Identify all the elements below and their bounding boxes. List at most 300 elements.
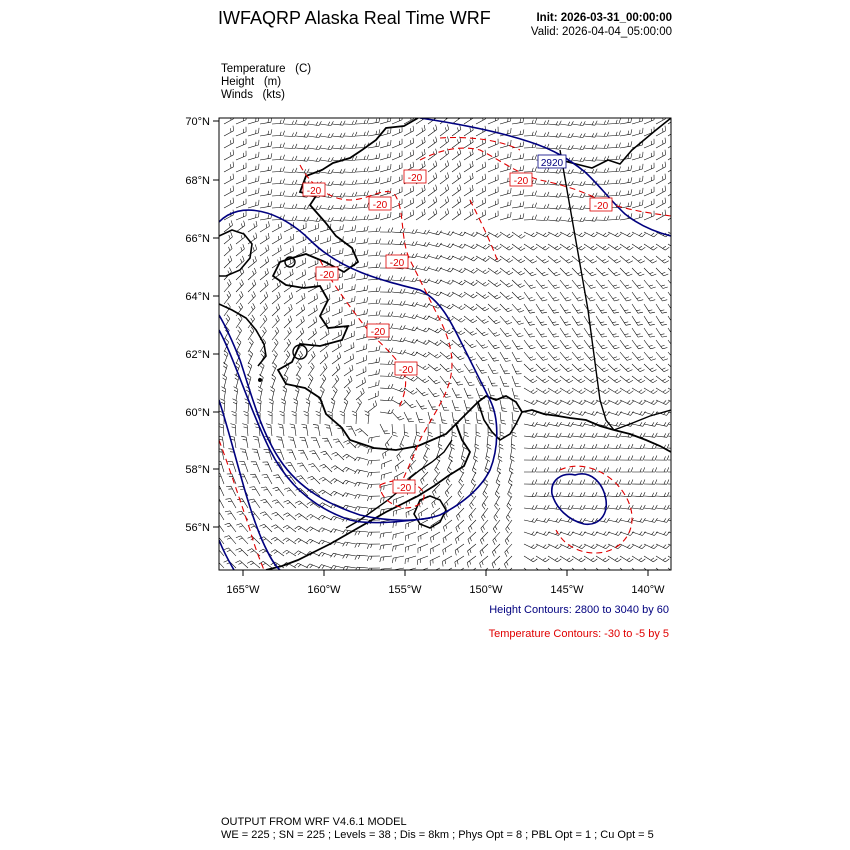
- wind-barb: [656, 422, 670, 426]
- wind-barb: [668, 433, 681, 437]
- wind-barb: [468, 520, 476, 532]
- wind-barb: [257, 399, 261, 412]
- wind-barb: [548, 544, 562, 549]
- wind-barb: [284, 500, 296, 508]
- wind-barb: [548, 328, 559, 337]
- wind-barb: [367, 544, 380, 549]
- wind-barb: [272, 179, 285, 184]
- wind-barb: [548, 532, 562, 536]
- wind-barb: [572, 205, 585, 209]
- field-name: Height: [221, 76, 255, 88]
- wind-barb: [392, 350, 406, 354]
- wind-barb: [248, 164, 259, 172]
- wind-barb: [236, 211, 246, 220]
- wind-barb: [404, 126, 414, 136]
- wind-barb: [318, 552, 332, 556]
- wind-barb: [224, 350, 228, 364]
- wind-barb: [236, 221, 245, 232]
- wind-barb: [668, 422, 682, 426]
- wind-barb: [584, 280, 596, 289]
- wind-barb: [572, 544, 586, 549]
- wind-barb: [632, 400, 646, 405]
- wind-barb: [524, 280, 536, 289]
- wind-barb: [560, 376, 573, 383]
- wind-barb: [500, 200, 511, 208]
- wind-barb: [656, 480, 669, 485]
- wind-barb: [344, 284, 355, 292]
- wind-barb: [428, 400, 438, 410]
- svg-text:-20: -20: [593, 201, 609, 212]
- wind-barb: [392, 127, 402, 136]
- wind-barb: [442, 556, 452, 566]
- wind-barb: [668, 173, 677, 184]
- wind-barb: [368, 346, 380, 352]
- wind-barb: [608, 340, 619, 349]
- wind-barb: [284, 246, 294, 256]
- wind-barb: [656, 292, 667, 301]
- wind-barb: [584, 556, 597, 562]
- wind-barb: [536, 364, 548, 372]
- wind-barb: [608, 268, 620, 276]
- wind-barb: [584, 133, 597, 138]
- temperature-contour-label: [369, 197, 391, 211]
- wind-barb: [294, 563, 308, 568]
- wind-barb: [632, 164, 643, 172]
- wind-barb: [668, 556, 681, 562]
- wind-barb: [368, 165, 380, 172]
- wind-barb: [355, 543, 368, 548]
- wind-barb: [572, 422, 586, 426]
- wind-barb: [548, 376, 561, 383]
- wind-barb: [471, 472, 476, 486]
- temperature-contour-label: [386, 255, 408, 269]
- wind-barb: [464, 304, 477, 310]
- wind-barb: [560, 364, 572, 372]
- wind-barb: [416, 328, 430, 332]
- wind-barb: [355, 495, 368, 499]
- wind-barb: [428, 364, 441, 371]
- wind-barb: [456, 520, 464, 532]
- wind-barb: [488, 139, 498, 148]
- wind-barb: [260, 257, 269, 268]
- wind-barb: [296, 121, 309, 125]
- wind-barb: [319, 477, 332, 484]
- wind-barb: [560, 316, 571, 325]
- wind-barb: [608, 280, 620, 289]
- wind-barb: [656, 304, 667, 313]
- wind-barb: [632, 556, 645, 562]
- wind-barb: [596, 304, 607, 313]
- wind-barb: [524, 568, 537, 575]
- wind-barb: [281, 399, 285, 412]
- wind-barb: [440, 256, 454, 260]
- wind-barb: [276, 437, 284, 448]
- wind-barb: [524, 422, 538, 426]
- wind-barb: [524, 292, 535, 301]
- wind-barb: [608, 119, 621, 124]
- wind-barb: [223, 375, 227, 389]
- wind-barb: [368, 380, 379, 388]
- wind-barb: [536, 256, 549, 263]
- wind-barb: [668, 149, 677, 160]
- wind-barb: [392, 199, 402, 208]
- wind-barb: [428, 243, 442, 247]
- wind-barb: [392, 277, 405, 282]
- wind-barb: [524, 316, 535, 325]
- wind-barb: [464, 424, 469, 437]
- wind-barb: [656, 505, 669, 509]
- wind-barb: [368, 129, 380, 136]
- wind-barb: [380, 396, 393, 401]
- wind-barb: [252, 449, 260, 460]
- wind-barb: [572, 376, 585, 383]
- wind-barb: [608, 388, 621, 394]
- wind-barb: [227, 474, 236, 484]
- wind-barb: [494, 508, 500, 521]
- wind-barb: [392, 139, 402, 148]
- wind-barb: [269, 399, 273, 412]
- wind-barb: [500, 328, 512, 337]
- wind-barb: [266, 424, 272, 436]
- wind-barb: [296, 316, 304, 328]
- wind-barb: [332, 307, 342, 316]
- wind-barb: [321, 451, 333, 460]
- wind-barb: [452, 232, 466, 236]
- wind-barb: [356, 191, 369, 196]
- wind-barb: [404, 198, 414, 208]
- wind-barb: [393, 544, 405, 551]
- wind-barb: [392, 412, 404, 420]
- wind-barb: [524, 268, 536, 276]
- wind-barb: [392, 400, 406, 405]
- wind-barb: [656, 376, 669, 383]
- wind-barb: [644, 568, 657, 575]
- wind-barb: [296, 133, 309, 137]
- wind-barb: [296, 270, 306, 280]
- wind-barb: [260, 233, 269, 244]
- wind-barb: [262, 474, 272, 484]
- wind-barb: [236, 548, 248, 556]
- wind-barb: [536, 492, 549, 497]
- wind-barb: [536, 232, 550, 237]
- svg-text:-20: -20: [370, 327, 386, 338]
- wind-barb: [511, 436, 515, 449]
- wind-barb: [524, 244, 537, 250]
- wind-barb: [536, 280, 548, 289]
- wind-barb: [260, 165, 272, 172]
- wind-barb: [296, 145, 309, 149]
- wind-barb: [296, 205, 309, 209]
- wind-barb: [452, 244, 466, 248]
- wind-barb: [488, 211, 498, 220]
- wind-barb: [497, 460, 501, 474]
- wind-barb: [668, 316, 679, 325]
- wind-barb: [332, 452, 344, 460]
- wind-barb: [476, 316, 489, 323]
- wind-barb: [644, 340, 655, 349]
- wind-barb: [297, 463, 308, 472]
- wind-barb: [608, 244, 621, 250]
- wind-barb: [596, 120, 609, 125]
- wind-barb: [476, 174, 486, 184]
- wind-barb: [500, 164, 511, 172]
- wind-barb: [572, 492, 585, 497]
- wind-barb: [644, 532, 658, 536]
- wind-barb: [584, 244, 597, 250]
- wind-barb: [330, 553, 344, 557]
- wind-barb: [452, 125, 461, 136]
- wind-barb: [483, 484, 488, 498]
- wind-barb: [224, 174, 234, 184]
- wind-barb: [656, 492, 669, 497]
- lat-tick-label: 58°N: [185, 464, 210, 476]
- wind-barb: [536, 132, 549, 137]
- wind-barb: [380, 212, 391, 220]
- wind-barb: [632, 352, 644, 360]
- wind-barb: [236, 163, 246, 172]
- wind-barb: [608, 191, 621, 196]
- wind-barb: [356, 285, 368, 292]
- wind-barb: [464, 185, 473, 196]
- wind-barb: [596, 505, 609, 509]
- wind-barb: [320, 205, 333, 209]
- wind-barb: [620, 129, 632, 136]
- wind-barb: [236, 524, 248, 533]
- wind-barb: [306, 399, 310, 412]
- wind-barb: [367, 556, 380, 561]
- wind-barb: [632, 364, 644, 372]
- wind-barb: [548, 364, 560, 372]
- wind-barb: [306, 539, 320, 544]
- wind-barb: [320, 121, 333, 125]
- wind-barb: [332, 169, 345, 173]
- wind-barb: [404, 376, 418, 381]
- wind-barb: [330, 529, 344, 533]
- wind-barb: [295, 538, 308, 544]
- lat-tick-label: 70°N: [185, 116, 210, 128]
- wind-barb: [572, 532, 586, 536]
- wind-barb: [382, 460, 392, 469]
- wind-barb: [524, 232, 538, 237]
- wind-barb: [344, 144, 357, 149]
- wind-barb: [536, 388, 549, 394]
- wind-barb: [584, 256, 597, 263]
- wind-barb: [620, 444, 633, 449]
- wind-barb: [536, 556, 549, 562]
- wind-barb: [524, 492, 537, 497]
- wind-barb: [632, 340, 643, 349]
- wind-barb: [248, 268, 256, 280]
- wind-barb: [409, 460, 417, 473]
- wind-barb: [548, 352, 560, 360]
- wind-barb: [344, 308, 355, 316]
- wind-barb: [342, 493, 356, 497]
- wind-barb: [512, 304, 524, 312]
- map-title: IWFAQRP Alaska Real Time WRF: [218, 8, 491, 28]
- svg-text:-20: -20: [306, 186, 322, 197]
- wind-barb: [488, 280, 501, 287]
- wind-barb: [508, 484, 512, 498]
- wind-barb: [428, 185, 437, 196]
- coastline-chukotka: [219, 230, 252, 276]
- wind-barb: [572, 467, 585, 472]
- wind-barb: [272, 167, 285, 172]
- wind-barb: [430, 556, 440, 566]
- wind-barb: [572, 433, 585, 437]
- wind-barb: [620, 316, 631, 325]
- wind-barb: [248, 339, 253, 353]
- wind-barb: [668, 364, 680, 372]
- wind-barb: [656, 126, 666, 136]
- wind-barb: [404, 290, 418, 294]
- wind-barb: [596, 144, 609, 149]
- wind-barb: [656, 544, 670, 549]
- wind-barb: [423, 448, 428, 462]
- wind-barb: [482, 496, 488, 509]
- wind-barb: [656, 138, 666, 148]
- wind-barb: [443, 544, 452, 555]
- wind-barb: [536, 568, 549, 575]
- wind-barb: [405, 556, 416, 564]
- footer-model: OUTPUT FROM WRF V4.6.1 MODEL: [221, 816, 407, 828]
- wind-barb: [320, 464, 332, 472]
- lon-tick-label: 140°W: [631, 584, 665, 596]
- wind-barb: [536, 422, 550, 426]
- wind-barb: [620, 400, 634, 405]
- wind-barb: [356, 155, 369, 160]
- wind-barb: [524, 304, 535, 313]
- wind-barb: [464, 244, 478, 249]
- wind-barb: [644, 492, 657, 497]
- wind-barb: [524, 167, 537, 172]
- wind-barb: [344, 180, 357, 185]
- wind-barb: [395, 460, 404, 471]
- wind-barb: [548, 193, 561, 197]
- wind-barb: [404, 229, 417, 233]
- wind-barb: [440, 149, 449, 161]
- wind-barb: [355, 482, 368, 486]
- wind-barb: [392, 115, 402, 124]
- wind-barb: [560, 352, 572, 360]
- wind-barb: [367, 496, 380, 501]
- wind-barb: [392, 338, 405, 342]
- wind-barb: [260, 153, 272, 160]
- wind-barb: [560, 411, 574, 415]
- wind-barb: [344, 354, 354, 364]
- wind-barb: [380, 240, 393, 245]
- wind-barb: [668, 185, 677, 196]
- wind-barb: [512, 213, 524, 220]
- wind-barb: [668, 444, 681, 449]
- wind-barb: [272, 119, 285, 124]
- wind-barb: [468, 532, 476, 544]
- wind-barb: [548, 256, 561, 263]
- wind-barb: [416, 400, 427, 409]
- wind-barb: [242, 424, 248, 436]
- wind-barb: [488, 340, 500, 349]
- wind-barb: [283, 550, 296, 556]
- wind-barb: [284, 488, 296, 496]
- wind-barb: [500, 400, 507, 412]
- wind-barb: [596, 180, 609, 185]
- wind-barb: [572, 364, 584, 372]
- wind-barb: [216, 461, 224, 472]
- wind-barb: [318, 515, 332, 520]
- wind-barb: [512, 232, 525, 238]
- wind-barb: [596, 467, 609, 472]
- wind-barb: [416, 185, 425, 196]
- wind-barb: [272, 512, 284, 520]
- wind-barb: [512, 201, 524, 208]
- wind-barb: [416, 303, 430, 307]
- wind-barb: [500, 176, 511, 184]
- wind-barb: [224, 291, 231, 304]
- wind-barb: [332, 387, 337, 401]
- wind-barb: [311, 438, 320, 448]
- wind-barb: [458, 484, 464, 497]
- wind-barb: [452, 137, 461, 148]
- wind-barb: [668, 544, 682, 549]
- wind-barb: [236, 244, 244, 256]
- wind-barb: [524, 203, 537, 208]
- wind-barb: [428, 352, 441, 358]
- wind-barb: [656, 244, 669, 250]
- wind-barb: [253, 436, 260, 448]
- wind-barb: [368, 357, 380, 364]
- wind-barb: [548, 169, 561, 173]
- wind-barb: [352, 411, 357, 424]
- wind-barb: [572, 280, 584, 289]
- wind-barb: [452, 256, 466, 260]
- wind-barb: [536, 340, 547, 349]
- wind-barb: [560, 280, 572, 289]
- wind-barb: [644, 244, 657, 250]
- wind-barb: [500, 364, 510, 374]
- lat-tick-label: 64°N: [185, 291, 210, 303]
- wind-barb: [356, 226, 368, 232]
- wind-barb: [572, 316, 583, 325]
- wind-barb: [644, 304, 655, 313]
- wind-barb: [608, 433, 621, 437]
- wind-barb: [404, 302, 418, 306]
- wind-barb: [548, 388, 561, 394]
- wind-barb: [455, 556, 464, 567]
- svg-text:-20: -20: [319, 270, 335, 281]
- wind-barb: [236, 536, 248, 544]
- wind-barb: [308, 157, 321, 161]
- wind-barb: [536, 316, 547, 325]
- init-time: Init: 2026-03-31_00:00:00: [536, 12, 672, 24]
- wind-barb: [288, 437, 296, 448]
- wind-barb: [380, 360, 393, 365]
- wind-barb: [368, 391, 378, 400]
- wind-barb: [476, 268, 489, 274]
- wind-barb: [572, 328, 583, 337]
- wind-barb: [632, 280, 644, 289]
- wind-barb: [596, 244, 609, 250]
- wind-barb: [440, 231, 454, 235]
- wind-barb: [416, 254, 430, 258]
- wind-barb: [344, 192, 357, 197]
- wind-barb: [476, 244, 490, 249]
- wind-barb: [343, 542, 356, 546]
- wind-barb: [524, 433, 537, 437]
- wind-barb: [608, 131, 621, 136]
- wind-barb: [524, 505, 537, 509]
- wind-barb: [440, 268, 454, 272]
- wind-barb: [596, 544, 610, 549]
- wind-barb: [248, 200, 259, 208]
